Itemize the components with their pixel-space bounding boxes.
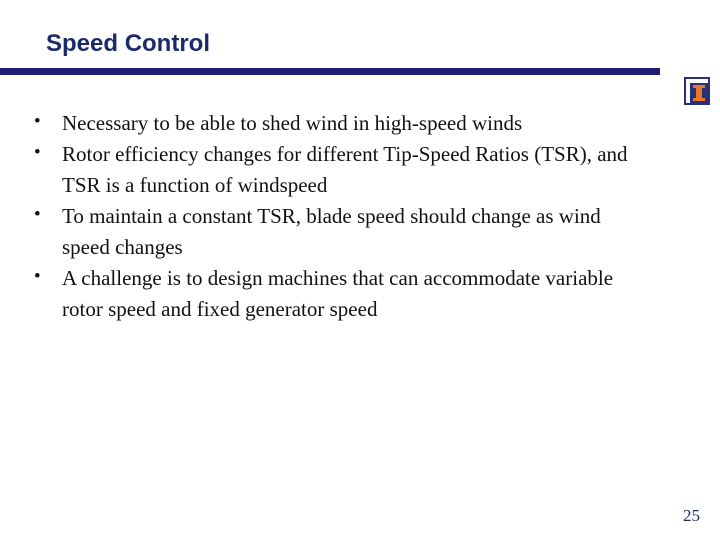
bullet-item xyxy=(34,108,642,139)
bullet-text: Necessary to be able to shed wind in high-speed winds xyxy=(62,111,523,135)
bullet-item xyxy=(34,263,642,325)
bullet-dot: • xyxy=(34,142,41,163)
block-i-logo-icon xyxy=(684,77,710,105)
page-number: 25 xyxy=(683,506,700,525)
bullet-item xyxy=(34,139,642,201)
bullet-list xyxy=(34,108,642,325)
bullet-text: A challenge is to design machines that can accommodate variable rotor speed and fixed generator speed xyxy=(62,266,614,321)
logo-inner-frame xyxy=(686,79,708,103)
title-divider xyxy=(0,68,660,75)
bullet-text: To maintain a constant TSR, blade speed should change as wind speed changes xyxy=(62,204,601,259)
bullet-dot: • xyxy=(34,204,41,225)
slide-title: Speed Control xyxy=(46,30,211,57)
bullet-dot: • xyxy=(34,111,41,132)
logo-glyph xyxy=(690,83,708,103)
bullet-item xyxy=(34,201,642,263)
bullet-dot: • xyxy=(34,266,41,287)
bullet-text: Rotor efficiency changes for different Tip-Speed Ratios (TSR), and TSR is a function of windspeed xyxy=(62,142,628,197)
